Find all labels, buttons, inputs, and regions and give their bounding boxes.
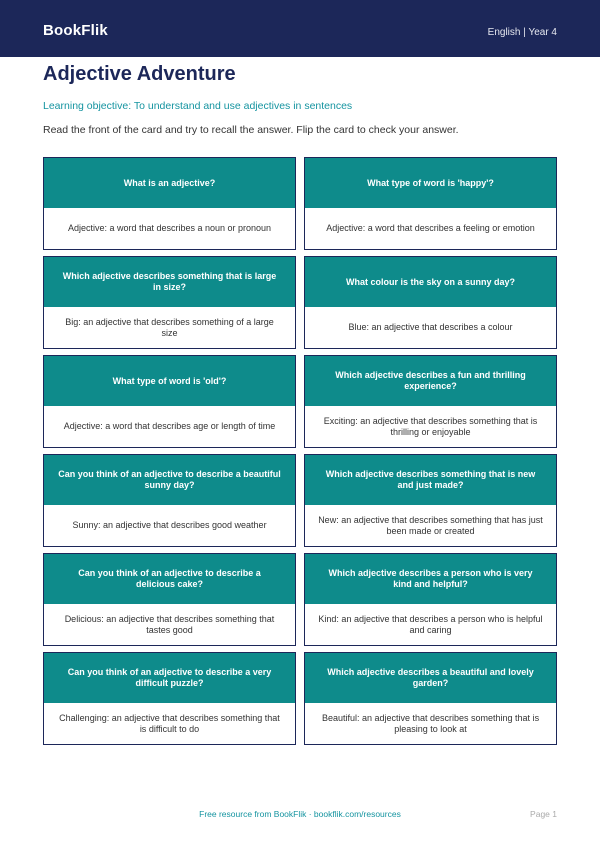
flashcard[interactable] <box>304 454 557 547</box>
card-front: What colour is the sky on a sunny day? <box>305 257 556 307</box>
flashcard[interactable] <box>43 553 296 646</box>
page-header <box>0 0 600 57</box>
flashcard[interactable] <box>43 157 296 250</box>
card-back: Delicious: an adjective that describes something that tastes good <box>64 613 275 635</box>
card-back: Kind: an adjective that describes a person who is helpful and caring <box>318 613 543 635</box>
footer-credit: Free resource from BookFlik · bookflik.com/resources <box>199 809 401 819</box>
flashcard[interactable] <box>304 355 557 448</box>
page-number: Page 1 <box>530 809 557 819</box>
card-front: What is an adjective? <box>44 158 295 208</box>
subject-year-label: English | Year 4 <box>487 27 557 38</box>
card-back: Exciting: an adjective that describes something that is thrilling or enjoyable <box>323 415 538 437</box>
card-back: Sunny: an adjective that describes good weather <box>72 520 267 530</box>
learning-objective: Learning objective: To understand and use adjectives in sentences <box>43 100 353 112</box>
card-front: Which adjective describes a person who is very kind and helpful? <box>305 554 556 604</box>
flashcard[interactable] <box>304 256 557 349</box>
card-back: New: an adjective that describes something that has just been made or created <box>318 514 543 536</box>
card-front: What type of word is 'happy'? <box>305 158 556 208</box>
card-back: Challenging: an adjective that describes something that is difficult to do <box>59 712 280 734</box>
card-back: Big: an adjective that describes something of a large size <box>65 316 274 338</box>
flashcard[interactable] <box>43 256 296 349</box>
card-front: Which adjective describes something that is new and just made? <box>305 455 556 505</box>
card-front: Can you think of an adjective to describe a delicious cake? <box>44 554 295 604</box>
card-front: Can you think of an adjective to describe a beautiful sunny day? <box>44 455 295 505</box>
flashcard[interactable] <box>43 652 296 745</box>
page-title: Adjective Adventure <box>43 63 236 85</box>
card-front: What type of word is 'old'? <box>44 356 295 406</box>
brand-logo: BookFlik <box>43 22 108 39</box>
flashcard[interactable] <box>43 355 296 448</box>
card-back: Adjective: a word that describes a noun or pronoun <box>67 223 272 233</box>
card-front: Which adjective describes a fun and thrilling experience? <box>305 356 556 406</box>
card-back: Adjective: a word that describes a feeling or emotion <box>326 223 535 233</box>
card-back: Adjective: a word that describes age or length of time <box>63 421 276 431</box>
flashcard[interactable] <box>304 157 557 250</box>
card-front: Can you think of an adjective to describe a very difficult puzzle? <box>44 653 295 703</box>
card-back: Beautiful: an adjective that describes something that is pleasing to look at <box>321 712 540 734</box>
flashcard[interactable] <box>304 553 557 646</box>
card-back: Blue: an adjective that describes a colour <box>348 322 513 332</box>
card-front: Which adjective describes something that is large in size? <box>44 257 295 307</box>
instructions: Read the front of the card and try to recall the answer. Flip the card to check your answer. <box>43 124 459 136</box>
flashcard[interactable] <box>43 454 296 547</box>
card-front: Which adjective describes a beautiful and lovely garden? <box>305 653 556 703</box>
flashcard[interactable] <box>304 652 557 745</box>
flashcard-grid <box>43 157 557 745</box>
